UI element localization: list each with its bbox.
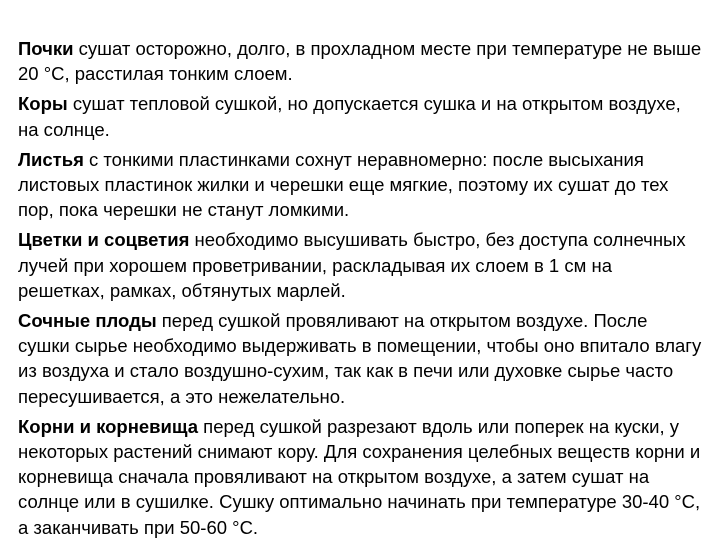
term-buds: Почки — [18, 38, 74, 59]
paragraph-roots — [18, 414, 702, 540]
term-bark: Коры — [18, 93, 68, 115]
text-leaves: с тонкими пластинками сохнут неравномерно: после высыхания листовых пластинок жилки и черешки еще мягкие, поэтому их сушат до тех пор, пока черешки не станут ломкими. — [18, 148, 669, 221]
text-roots: перед сушкой разрезают вдоль или поперек на куски, у некоторых растений снимают кору. Для сохранения целебных веществ корни и корневища сначала провяливают на открытом воздухе, а затем сушат на солнце или в сушилке. Сушку оптимально начинать при температуре 30-40 °С, а заканчивать при 50-60 °С. — [18, 415, 701, 538]
paragraph-bark — [18, 91, 702, 141]
paragraph-fruits — [18, 308, 702, 409]
text-flowers: необходимо высушивать быстро, без доступа солнечных лучей при хорошем проветривании, раскладывая их слоем в 1 см на решетках, рамках, обтянутых марлей. — [18, 229, 686, 301]
document-body — [18, 36, 702, 545]
paragraph-leaves — [18, 147, 702, 223]
text-bark: сушат тепловой сушкой, но допускается сушка и на открытом воздухе, на солнце. — [18, 93, 681, 140]
term-flowers: Цветки и соцветия — [18, 229, 190, 251]
text-buds: сушат осторожно, долго, в прохладном месте при температуре не выше 20 °С, расстилая тонким слоем. — [18, 38, 702, 85]
text-fruits: перед сушкой провяливают на открытом воздухе. После сушки сырье необходимо выдерживать в помещении, чтобы оно впитало влагу из воздуха и стало воздушно-сухим, так как в печи или духовке сырье часто пересушивается, а это нежелательно. — [18, 310, 702, 407]
paragraph-flowers — [18, 227, 702, 303]
term-fruits: Сочные плоды — [18, 310, 157, 332]
paragraph-buds — [18, 36, 702, 86]
term-leaves: Листья — [18, 148, 84, 170]
term-roots: Корни и корневища — [18, 415, 199, 437]
